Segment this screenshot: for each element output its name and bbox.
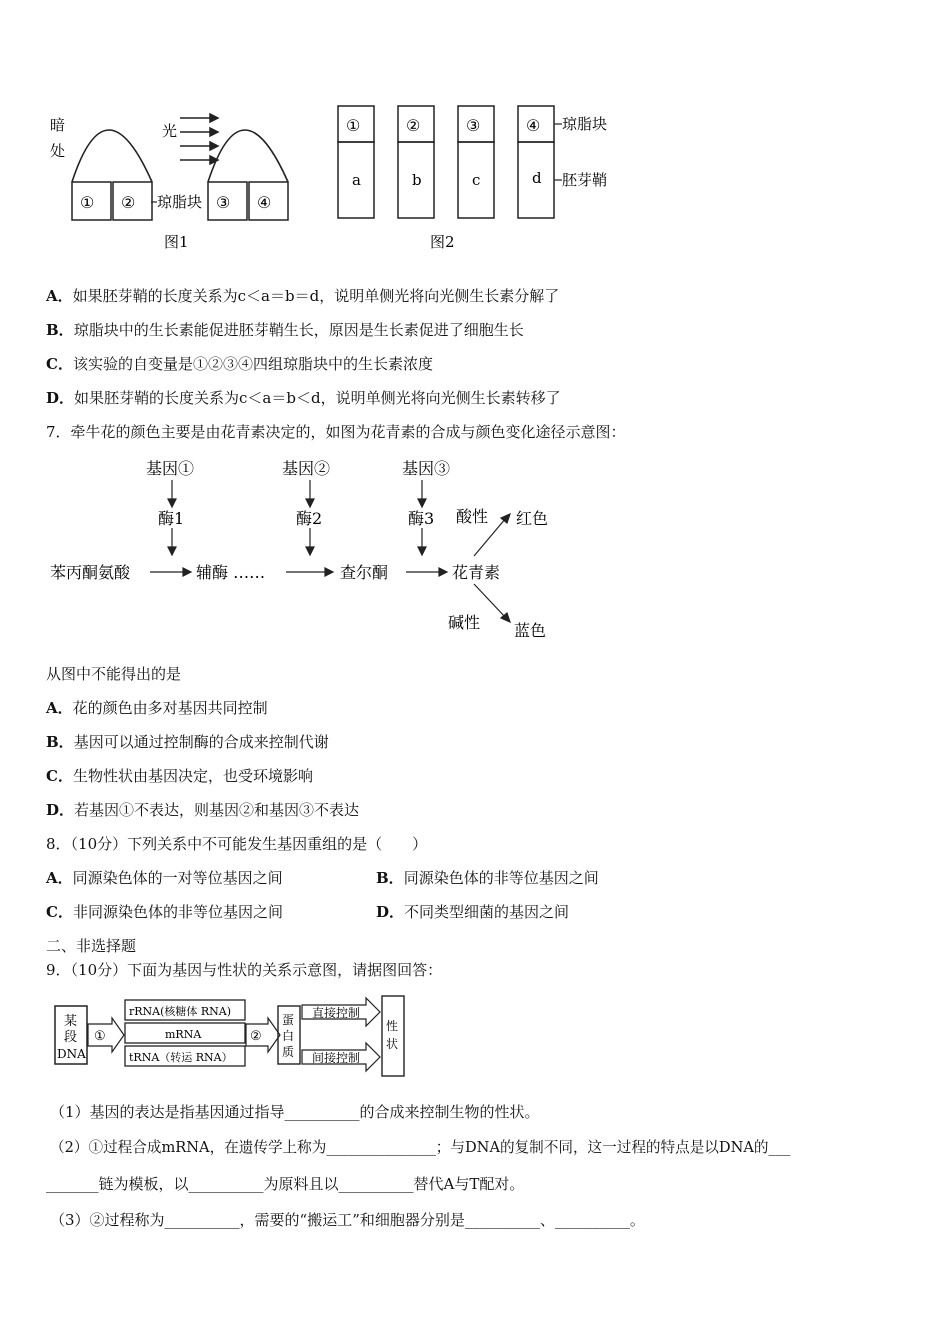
fig2-coleoptile-b: b [412, 171, 422, 189]
q6-option-d: D．如果胚芽鞘的长度关系为c＜a＝b＜d，说明单侧光将向光侧生长素转移了 [46, 389, 561, 407]
q9-stem: 9．（10分）下面为基因与性状的关系示意图，请据图回答： [46, 961, 443, 979]
q9-sub-1: （1）基因的表达是指基因通过指导__________的合成来控制生物的性状。 [50, 1103, 540, 1121]
enzyme-2: 酶2 [296, 509, 323, 528]
q8-option-c: C．非同源染色体的非等位基因之间 [46, 903, 283, 921]
trait-box [382, 996, 404, 1076]
q6-option-a: A．如果胚芽鞘的长度关系为c＜a＝b＝d，说明单侧光将向光侧生长素分解了 [46, 287, 560, 305]
q7-option-a: A．花的颜色由多对基因共同控制 [46, 699, 268, 717]
q7-prompt: 从图中不能得出的是 [46, 665, 182, 683]
fig1-dark-label-2: 处 [50, 142, 66, 160]
q8-stem: 8．（10分）下列关系中不可能发生基因重组的是（ ） [46, 835, 428, 853]
substrate-chalcone: 查尔酮 [340, 563, 389, 582]
q6-option-b: B．琼脂块中的生长素能促进胚芽鞘生长，原因是生长素促进了细胞生长 [46, 321, 524, 339]
fig1-light-label: 光 [162, 122, 178, 140]
indirect-control-label: 间接控制 [312, 1051, 361, 1065]
q9-gene-trait-diagram [50, 992, 410, 1080]
dna-label-2: 段 [64, 1030, 78, 1045]
q9-sub-2-line-2: _______链为模板，以__________为原料且以__________替代A与T配对。 [46, 1175, 525, 1193]
direct-control-label: 直接控制 [312, 1006, 361, 1020]
fig1-right-coleoptile-tip [208, 130, 288, 182]
fig1-dark-label-1: 暗 [50, 116, 66, 134]
fig2-block-4-label: ④ [526, 116, 541, 135]
q8-option-d: D．不同类型细菌的基因之间 [376, 903, 570, 921]
figure-1-and-2 [44, 98, 620, 256]
fig1-block-1-label: ① [80, 193, 95, 212]
q9-sub-3: （3）②过程称为__________，需要的“搬运工”和细胞器分别是__________、__________。 [50, 1211, 645, 1229]
step-1-label: ① [94, 1029, 106, 1044]
rrna-label: rRNA(核糖体 RNA) [129, 1005, 232, 1018]
fig1-caption: 图1 [164, 233, 189, 251]
protein-label-3: 质 [282, 1045, 295, 1059]
fig2-block-3-label: ③ [466, 116, 481, 135]
q9-sub-2-line-1: （2）①过程合成mRNA，在遗传学上称为_______________；与DNA的复制不同，这一过程的特点是以DNA的___ [50, 1139, 791, 1156]
q8-option-a: A．同源染色体的一对等位基因之间 [46, 869, 283, 887]
substrate-anthocyanin: 花青素 [452, 563, 501, 582]
fig2-coleoptile-label: 胚芽鞘 [562, 171, 608, 189]
trait-label-2: 状 [386, 1037, 399, 1051]
fig1-light-arrows [180, 114, 218, 164]
fig2-coleoptile-c: c [472, 171, 481, 189]
q6-option-c: C．该实验的自变量是①②③④四组琼脂块中的生长素浓度 [46, 355, 433, 373]
section-2-heading: 二、非选择题 [46, 937, 137, 955]
red-label: 红色 [516, 509, 549, 528]
fig2-agar-label: 琼脂块 [562, 115, 608, 133]
q7-pathway-svg [46, 452, 566, 648]
enzyme-3: 酶3 [408, 509, 435, 528]
substrate-coenzyme: 辅酶 …… [196, 563, 266, 582]
fig1-block-4-label: ④ [257, 193, 272, 212]
acidic-label: 酸性 [456, 507, 489, 526]
gene-3: 基因③ [402, 459, 451, 478]
fig2-coleoptile-d: d [532, 169, 542, 187]
fig2-block-1-label: ① [346, 116, 361, 135]
q7-option-d: D．若基因①不表达，则基因②和基因③不表达 [46, 801, 360, 819]
trait-label-1: 性 [386, 1019, 399, 1033]
q7-option-b: B．基因可以通过控制酶的合成来控制代谢 [46, 733, 329, 751]
protein-label-2: 白 [282, 1029, 295, 1043]
fig2-caption: 图2 [430, 233, 455, 251]
figure-1-2-svg [44, 98, 620, 256]
basic-label: 碱性 [448, 613, 481, 632]
trna-label: tRNA（转运 RNA） [129, 1051, 233, 1064]
mrna-label: mRNA [165, 1028, 202, 1041]
step-2-label: ② [250, 1029, 262, 1044]
fig2-block-2-label: ② [406, 116, 421, 135]
q7-option-c: C．生物性状由基因决定，也受环境影响 [46, 767, 313, 785]
q7-stem: 7．牵牛花的颜色主要是由花青素决定的，如图为花青素的合成与颜色变化途径示意图： [46, 423, 626, 441]
dna-label-3: DNA [57, 1047, 86, 1061]
q9-diagram-svg [50, 992, 410, 1080]
dna-label-1: 某 [64, 1014, 78, 1029]
fig2-coleoptile-a: a [352, 171, 361, 189]
protein-label-1: 蛋 [282, 1013, 295, 1027]
substrate-phenylpyruvate: 苯丙酮氨酸 [50, 563, 131, 582]
gene-2: 基因② [282, 459, 331, 478]
q8-option-b: B．同源染色体的非等位基因之间 [376, 869, 599, 887]
fig1-left-coleoptile-tip [72, 130, 152, 182]
fig2-boxes [338, 106, 554, 218]
blue-label: 蓝色 [514, 621, 547, 640]
gene-1: 基因① [146, 459, 195, 478]
fig1-agar-label: 琼脂块 [157, 193, 203, 211]
fig1-block-2-label: ② [121, 193, 136, 212]
enzyme-1: 酶1 [158, 509, 185, 528]
fig1-block-3-label: ③ [216, 193, 231, 212]
q7-pathway-diagram [46, 452, 566, 648]
